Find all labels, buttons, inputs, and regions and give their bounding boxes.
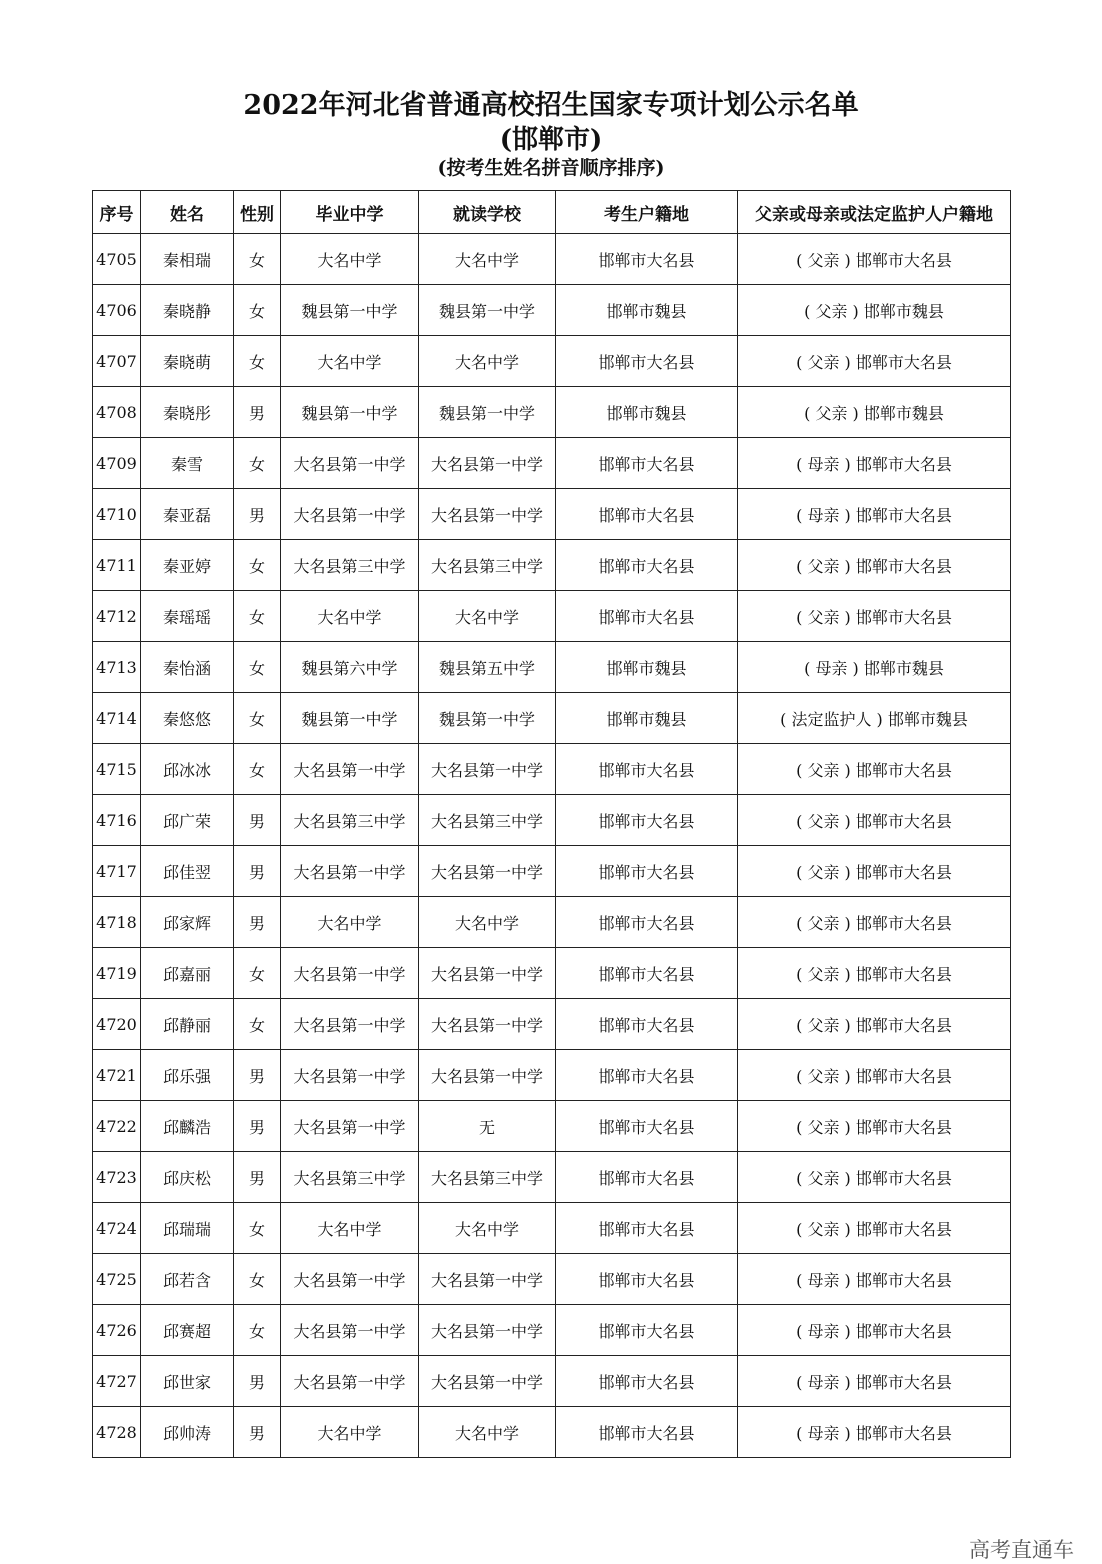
seq-cell: 4724 — [93, 1203, 141, 1254]
seq-cell: 4720 — [93, 999, 141, 1050]
guardian-hukou-cell: ( 父亲 ) 邯郸市大名县 — [738, 846, 1011, 897]
gender-cell: 女 — [234, 234, 281, 285]
column-header-name: 姓名 — [141, 191, 234, 234]
current-school-cell: 大名县第一中学 — [419, 1356, 556, 1407]
guardian-hukou-cell: ( 父亲 ) 邯郸市大名县 — [738, 540, 1011, 591]
table-row — [93, 1050, 1011, 1101]
seq-cell: 4707 — [93, 336, 141, 387]
table-row — [93, 1356, 1011, 1407]
sort-note: (按考生姓名拼音顺序排序) — [437, 157, 665, 179]
table-row — [93, 234, 1011, 285]
gender-cell: 女 — [234, 642, 281, 693]
guardian-hukou-cell: ( 母亲 ) 邯郸市魏县 — [738, 642, 1011, 693]
graduated-school-cell: 大名县第一中学 — [281, 489, 419, 540]
roster-table — [92, 190, 1011, 1458]
graduated-school-cell: 大名县第一中学 — [281, 999, 419, 1050]
gender-cell: 女 — [234, 438, 281, 489]
seq-cell: 4718 — [93, 897, 141, 948]
name-cell: 邱广荣 — [141, 795, 234, 846]
student-hukou-cell: 邯郸市大名县 — [556, 846, 738, 897]
guardian-hukou-cell: ( 父亲 ) 邯郸市大名县 — [738, 999, 1011, 1050]
gender-cell: 女 — [234, 1203, 281, 1254]
table-body — [93, 234, 1011, 1458]
current-school-cell: 大名中学 — [419, 1407, 556, 1458]
gender-cell: 男 — [234, 1101, 281, 1152]
seq-cell: 4725 — [93, 1254, 141, 1305]
seq-cell: 4714 — [93, 693, 141, 744]
column-header-current-school: 就读学校 — [419, 191, 556, 234]
current-school-cell: 大名县第一中学 — [419, 948, 556, 999]
student-hukou-cell: 邯郸市大名县 — [556, 1050, 738, 1101]
name-cell: 秦悠悠 — [141, 693, 234, 744]
student-hukou-cell: 邯郸市大名县 — [556, 1152, 738, 1203]
guardian-hukou-cell: ( 父亲 ) 邯郸市大名县 — [738, 1050, 1011, 1101]
graduated-school-cell: 大名县第一中学 — [281, 1050, 419, 1101]
graduated-school-cell: 大名县第一中学 — [281, 1356, 419, 1407]
gender-cell: 女 — [234, 948, 281, 999]
gender-cell: 男 — [234, 1050, 281, 1101]
guardian-hukou-cell: ( 母亲 ) 邯郸市大名县 — [738, 489, 1011, 540]
student-hukou-cell: 邯郸市魏县 — [556, 642, 738, 693]
graduated-school-cell: 大名县第三中学 — [281, 540, 419, 591]
student-hukou-cell: 邯郸市大名县 — [556, 1407, 738, 1458]
table-row — [93, 1101, 1011, 1152]
student-hukou-cell: 邯郸市大名县 — [556, 999, 738, 1050]
guardian-hukou-cell: ( 父亲 ) 邯郸市魏县 — [738, 387, 1011, 438]
seq-cell: 4716 — [93, 795, 141, 846]
gender-cell: 女 — [234, 744, 281, 795]
gender-cell: 男 — [234, 489, 281, 540]
current-school-cell: 大名县第一中学 — [419, 438, 556, 489]
table-row — [93, 642, 1011, 693]
name-cell: 邱若含 — [141, 1254, 234, 1305]
guardian-hukou-cell: ( 父亲 ) 邯郸市大名县 — [738, 1203, 1011, 1254]
table-row — [93, 744, 1011, 795]
student-hukou-cell: 邯郸市大名县 — [556, 948, 738, 999]
graduated-school-cell: 大名县第三中学 — [281, 1152, 419, 1203]
guardian-hukou-cell: ( 父亲 ) 邯郸市大名县 — [738, 795, 1011, 846]
seq-cell: 4723 — [93, 1152, 141, 1203]
current-school-cell: 大名县第三中学 — [419, 795, 556, 846]
guardian-hukou-cell: ( 父亲 ) 邯郸市魏县 — [738, 285, 1011, 336]
current-school-cell: 无 — [419, 1101, 556, 1152]
gender-cell: 女 — [234, 1254, 281, 1305]
seq-cell: 4728 — [93, 1407, 141, 1458]
gender-cell: 男 — [234, 1356, 281, 1407]
seq-cell: 4717 — [93, 846, 141, 897]
guardian-hukou-cell: ( 法定监护人 ) 邯郸市魏县 — [738, 693, 1011, 744]
table-row — [93, 1407, 1011, 1458]
name-cell: 邱静丽 — [141, 999, 234, 1050]
gender-cell: 女 — [234, 1305, 281, 1356]
student-hukou-cell: 邯郸市大名县 — [556, 1254, 738, 1305]
column-header-seq: 序号 — [93, 191, 141, 234]
gender-cell: 男 — [234, 846, 281, 897]
seq-cell: 4709 — [93, 438, 141, 489]
seq-cell: 4721 — [93, 1050, 141, 1101]
current-school-cell: 大名县第一中学 — [419, 846, 556, 897]
gender-cell: 男 — [234, 387, 281, 438]
guardian-hukou-cell: ( 母亲 ) 邯郸市大名县 — [738, 1356, 1011, 1407]
seq-cell: 4712 — [93, 591, 141, 642]
name-cell: 邱世家 — [141, 1356, 234, 1407]
gender-cell: 女 — [234, 999, 281, 1050]
name-cell: 秦晓萌 — [141, 336, 234, 387]
graduated-school-cell: 魏县第一中学 — [281, 285, 419, 336]
graduated-school-cell: 大名县第一中学 — [281, 846, 419, 897]
name-cell: 秦晓彤 — [141, 387, 234, 438]
name-cell: 邱嘉丽 — [141, 948, 234, 999]
guardian-hukou-cell: ( 父亲 ) 邯郸市大名县 — [738, 897, 1011, 948]
student-hukou-cell: 邯郸市大名县 — [556, 897, 738, 948]
graduated-school-cell: 大名县第一中学 — [281, 438, 419, 489]
table-header-row — [93, 191, 1011, 234]
guardian-hukou-cell: ( 母亲 ) 邯郸市大名县 — [738, 1305, 1011, 1356]
seq-cell: 4722 — [93, 1101, 141, 1152]
graduated-school-cell: 魏县第一中学 — [281, 693, 419, 744]
table-row — [93, 1203, 1011, 1254]
student-hukou-cell: 邯郸市魏县 — [556, 693, 738, 744]
document-subtitle: (邯郸市) — [499, 125, 603, 155]
table-row — [93, 948, 1011, 999]
graduated-school-cell: 大名县第一中学 — [281, 1101, 419, 1152]
name-cell: 邱乐强 — [141, 1050, 234, 1101]
guardian-hukou-cell: ( 父亲 ) 邯郸市大名县 — [738, 234, 1011, 285]
seq-cell: 4705 — [93, 234, 141, 285]
current-school-cell: 魏县第五中学 — [419, 642, 556, 693]
watermark-text: 高考直通车 — [969, 1538, 1074, 1562]
table-row — [93, 1152, 1011, 1203]
table-row — [93, 336, 1011, 387]
student-hukou-cell: 邯郸市大名县 — [556, 1203, 738, 1254]
student-hukou-cell: 邯郸市大名县 — [556, 1101, 738, 1152]
table-row — [93, 285, 1011, 336]
current-school-cell: 大名县第三中学 — [419, 1152, 556, 1203]
guardian-hukou-cell: ( 父亲 ) 邯郸市大名县 — [738, 591, 1011, 642]
guardian-hukou-cell: ( 母亲 ) 邯郸市大名县 — [738, 1254, 1011, 1305]
current-school-cell: 魏县第一中学 — [419, 387, 556, 438]
column-header-guardian-hukou: 父亲或母亲或法定监护人户籍地 — [738, 191, 1011, 234]
name-cell: 秦晓静 — [141, 285, 234, 336]
graduated-school-cell: 大名中学 — [281, 897, 419, 948]
current-school-cell: 大名县第一中学 — [419, 489, 556, 540]
gender-cell: 女 — [234, 693, 281, 744]
table-row — [93, 693, 1011, 744]
guardian-hukou-cell: ( 父亲 ) 邯郸市大名县 — [738, 1101, 1011, 1152]
current-school-cell: 大名中学 — [419, 234, 556, 285]
graduated-school-cell: 大名中学 — [281, 234, 419, 285]
gender-cell: 男 — [234, 795, 281, 846]
table-row — [93, 999, 1011, 1050]
current-school-cell: 大名中学 — [419, 897, 556, 948]
current-school-cell: 大名县第一中学 — [419, 1305, 556, 1356]
student-hukou-cell: 邯郸市大名县 — [556, 744, 738, 795]
column-header-student-hukou: 考生户籍地 — [556, 191, 738, 234]
name-cell: 邱瑞瑞 — [141, 1203, 234, 1254]
table-row — [93, 540, 1011, 591]
student-hukou-cell: 邯郸市大名县 — [556, 438, 738, 489]
graduated-school-cell: 大名中学 — [281, 591, 419, 642]
student-hukou-cell: 邯郸市魏县 — [556, 387, 738, 438]
student-hukou-cell: 邯郸市大名县 — [556, 1305, 738, 1356]
student-hukou-cell: 邯郸市大名县 — [556, 234, 738, 285]
graduated-school-cell: 大名县第一中学 — [281, 1305, 419, 1356]
guardian-hukou-cell: ( 母亲 ) 邯郸市大名县 — [738, 438, 1011, 489]
current-school-cell: 大名中学 — [419, 591, 556, 642]
seq-cell: 4710 — [93, 489, 141, 540]
table-row — [93, 387, 1011, 438]
graduated-school-cell: 大名中学 — [281, 1203, 419, 1254]
table-row — [93, 795, 1011, 846]
current-school-cell: 大名县第一中学 — [419, 1050, 556, 1101]
table-row — [93, 489, 1011, 540]
student-hukou-cell: 邯郸市大名县 — [556, 591, 738, 642]
gender-cell: 女 — [234, 336, 281, 387]
current-school-cell: 魏县第一中学 — [419, 693, 556, 744]
graduated-school-cell: 大名县第一中学 — [281, 744, 419, 795]
seq-cell: 4726 — [93, 1305, 141, 1356]
table-row — [93, 438, 1011, 489]
gender-cell: 男 — [234, 1152, 281, 1203]
guardian-hukou-cell: ( 父亲 ) 邯郸市大名县 — [738, 1152, 1011, 1203]
current-school-cell: 大名中学 — [419, 1203, 556, 1254]
graduated-school-cell: 大名中学 — [281, 336, 419, 387]
seq-cell: 4713 — [93, 642, 141, 693]
seq-cell: 4708 — [93, 387, 141, 438]
gender-cell: 男 — [234, 897, 281, 948]
table-row — [93, 846, 1011, 897]
name-cell: 邱庆松 — [141, 1152, 234, 1203]
student-hukou-cell: 邯郸市大名县 — [556, 795, 738, 846]
name-cell: 邱冰冰 — [141, 744, 234, 795]
name-cell: 邱麟浩 — [141, 1101, 234, 1152]
name-cell: 邱佳翌 — [141, 846, 234, 897]
student-hukou-cell: 邯郸市大名县 — [556, 489, 738, 540]
name-cell: 邱家辉 — [141, 897, 234, 948]
column-header-graduated-school: 毕业中学 — [281, 191, 419, 234]
name-cell: 邱赛超 — [141, 1305, 234, 1356]
graduated-school-cell: 魏县第六中学 — [281, 642, 419, 693]
graduated-school-cell: 大名县第一中学 — [281, 948, 419, 999]
graduated-school-cell: 大名县第三中学 — [281, 795, 419, 846]
name-cell: 秦亚磊 — [141, 489, 234, 540]
current-school-cell: 大名县第三中学 — [419, 540, 556, 591]
table-row — [93, 591, 1011, 642]
student-hukou-cell: 邯郸市大名县 — [556, 540, 738, 591]
seq-cell: 4719 — [93, 948, 141, 999]
graduated-school-cell: 大名中学 — [281, 1407, 419, 1458]
graduated-school-cell: 魏县第一中学 — [281, 387, 419, 438]
column-header-gender: 性别 — [234, 191, 281, 234]
current-school-cell: 大名县第一中学 — [419, 1254, 556, 1305]
gender-cell: 女 — [234, 591, 281, 642]
name-cell: 秦相瑞 — [141, 234, 234, 285]
current-school-cell: 大名县第一中学 — [419, 744, 556, 795]
guardian-hukou-cell: ( 父亲 ) 邯郸市大名县 — [738, 744, 1011, 795]
seq-cell: 4706 — [93, 285, 141, 336]
table-row — [93, 1254, 1011, 1305]
student-hukou-cell: 邯郸市魏县 — [556, 285, 738, 336]
seq-cell: 4715 — [93, 744, 141, 795]
seq-cell: 4727 — [93, 1356, 141, 1407]
gender-cell: 女 — [234, 540, 281, 591]
document-title: 2022年河北省普通高校招生国家专项计划公示名单 — [243, 90, 859, 121]
current-school-cell: 大名中学 — [419, 336, 556, 387]
student-hukou-cell: 邯郸市大名县 — [556, 336, 738, 387]
current-school-cell: 大名县第一中学 — [419, 999, 556, 1050]
name-cell: 秦亚婷 — [141, 540, 234, 591]
name-cell: 秦瑶瑶 — [141, 591, 234, 642]
name-cell: 秦雪 — [141, 438, 234, 489]
seq-cell: 4711 — [93, 540, 141, 591]
gender-cell: 女 — [234, 285, 281, 336]
name-cell: 邱帅涛 — [141, 1407, 234, 1458]
guardian-hukou-cell: ( 父亲 ) 邯郸市大名县 — [738, 948, 1011, 999]
gender-cell: 男 — [234, 1407, 281, 1458]
current-school-cell: 魏县第一中学 — [419, 285, 556, 336]
table-row — [93, 1305, 1011, 1356]
guardian-hukou-cell: ( 父亲 ) 邯郸市大名县 — [738, 336, 1011, 387]
name-cell: 秦怡涵 — [141, 642, 234, 693]
guardian-hukou-cell: ( 母亲 ) 邯郸市大名县 — [738, 1407, 1011, 1458]
student-hukou-cell: 邯郸市大名县 — [556, 1356, 738, 1407]
graduated-school-cell: 大名县第一中学 — [281, 1254, 419, 1305]
table-row — [93, 897, 1011, 948]
